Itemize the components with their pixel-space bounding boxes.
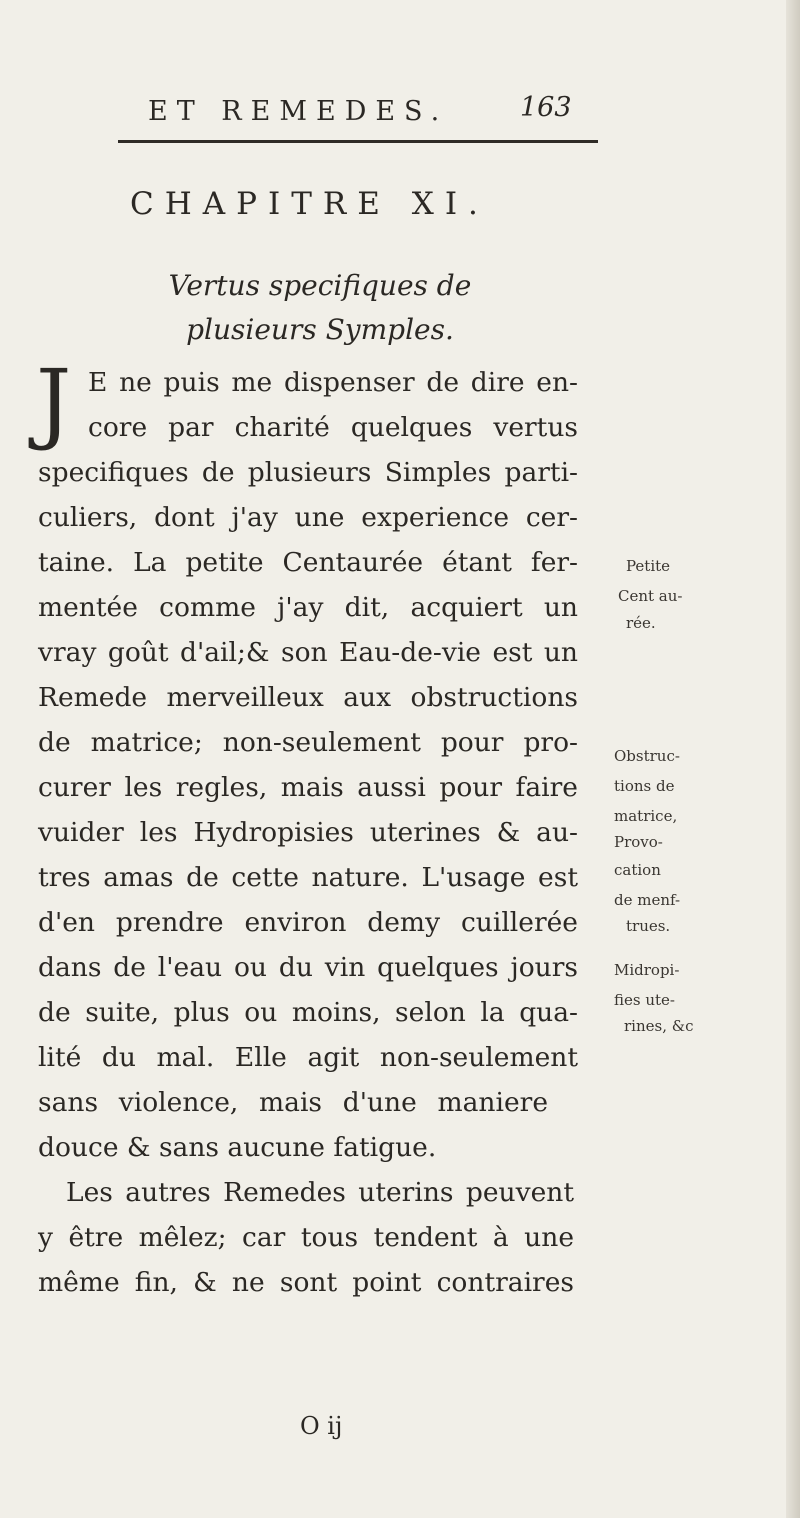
margin-note: de menf- — [614, 891, 681, 909]
margin-note: Obstruc- — [614, 747, 680, 765]
body-line: de matrice; non-seulement pour pro- — [38, 727, 578, 758]
margin-note: fies ute- — [614, 991, 675, 1009]
body-line: core par charité quelques vertus — [88, 412, 578, 443]
margin-note: matrice, — [614, 807, 678, 825]
page-edge — [786, 0, 800, 1518]
body-line: vuider les Hydropisies uterines & au- — [38, 817, 578, 848]
margin-note: cation — [614, 861, 661, 879]
header-rule — [118, 140, 598, 143]
body-line: douce & sans aucune fatigue. — [38, 1132, 437, 1163]
body-line: specifiques de plusieurs Simples parti- — [38, 457, 578, 488]
body-line: taine. La petite Centaurée étant fer- — [38, 547, 578, 578]
margin-note: Cent au- — [618, 587, 683, 605]
body-line: mentée comme j'ay dit, acquiert un — [38, 592, 578, 623]
body-line: vray goût d'ail;& son Eau-de-vie est un — [38, 637, 578, 668]
body-line: même fin, & ne sont point contraires — [38, 1267, 574, 1298]
body-line: lité du mal. Elle agit non-seulement — [38, 1042, 578, 1073]
body-line: Remede merveilleux aux obstructions — [38, 682, 578, 713]
running-head: ET REMEDES. — [148, 96, 449, 127]
margin-note: rée. — [626, 614, 656, 632]
body-line: d'en prendre environ demy cuillerée — [38, 907, 578, 938]
body-line: sans violence, mais d'une maniere — [38, 1087, 548, 1118]
margin-note: Provo- — [614, 833, 663, 851]
body-line: dans de l'eau ou du vin quelques jours — [38, 952, 578, 983]
margin-note: Midropi- — [614, 961, 680, 979]
margin-note: Petite — [626, 557, 671, 575]
body-line: Les autres Remedes uterins peuvent — [66, 1177, 574, 1208]
chapter-title: CHAPITRE XI. — [130, 186, 489, 222]
body-line: culiers, dont j'ay une experience cer- — [38, 502, 578, 533]
page-number: 163 — [520, 92, 572, 123]
margin-note: rines, &c — [624, 1017, 694, 1035]
body-line: curer les regles, mais aussi pour faire — [38, 772, 578, 803]
section-subtitle: Vertus specifiques de plusieurs Symples. — [168, 269, 472, 346]
margin-note: tions de — [614, 777, 675, 795]
body-line: y être mêlez; car tous tendent à une — [38, 1222, 574, 1253]
body-line: de suite, plus ou moins, selon la qua- — [38, 997, 578, 1028]
catchword: O ij — [300, 1412, 343, 1440]
margin-note: trues. — [626, 917, 671, 935]
body-line: E ne puis me dispenser de dire en- — [88, 367, 578, 398]
body-line: tres amas de cette nature. L'usage est — [38, 862, 578, 893]
drop-cap: J — [36, 350, 72, 453]
